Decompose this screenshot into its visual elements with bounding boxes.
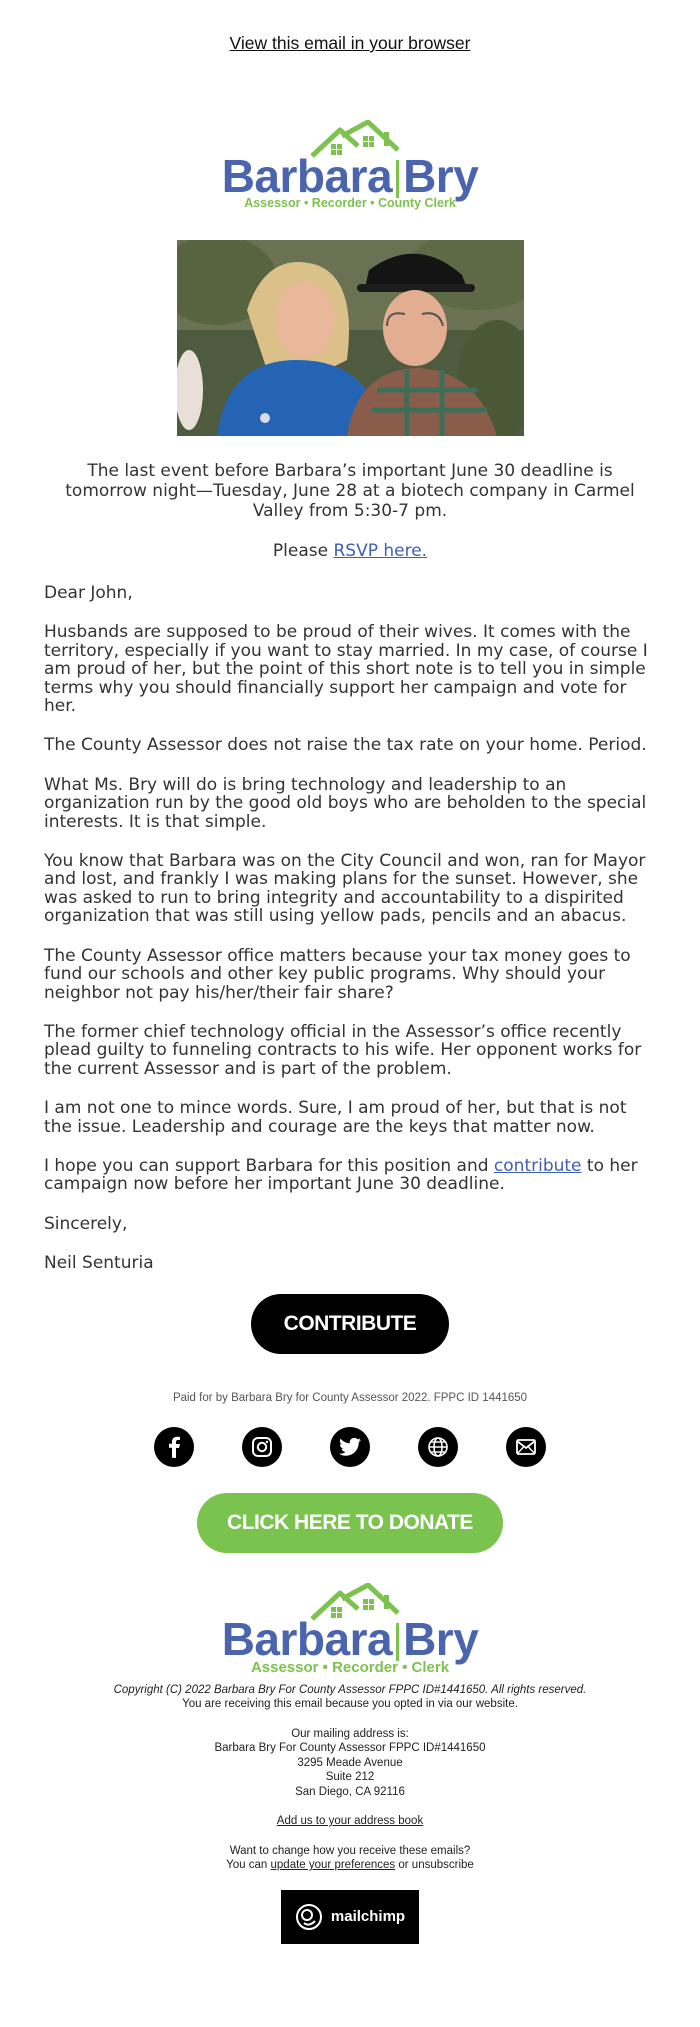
copyright: Copyright (C) 2022 Barbara Bry For County Assessor FPPC ID#1441650. All rights reserved. (113, 1683, 587, 1696)
address-suite: Suite 212 (325, 1771, 375, 1784)
letter-body (44, 584, 656, 1273)
event-announcement: The last event before Barbara’s important June 30 deadline is tomorrow night—Tuesday, June 28 at a biotech company in Carmel Valley from 5:30-7 pm. (65, 461, 635, 521)
email-footer (0, 1683, 700, 1873)
opted-in-note: You are receiving this email because you opted in via our website. (182, 1698, 518, 1711)
address-name: Barbara Bry For County Assessor FPPC ID#1441650 (214, 1742, 486, 1755)
letter-greeting: Dear John, (44, 583, 133, 603)
mailing-label: Our mailing address is: (291, 1727, 409, 1740)
preferences-line: You can update your preferences or unsubscribe (226, 1859, 474, 1872)
letter-paragraph: Husbands are supposed to be proud of their wives. It comes with the territory, especially if you want to stay married. In my case, of course I am proud of her, but the point of this short note is to tell you in simple terms why you should financially support her campaign and vote for her. (44, 622, 648, 717)
website-icon[interactable] (418, 1427, 458, 1467)
letter-paragraph: I hope you can support Barbara for this position and contribute to her campaign now before her important June 30 deadline. (44, 1155, 638, 1195)
twitter-icon[interactable] (330, 1427, 370, 1467)
instagram-icon[interactable] (242, 1427, 282, 1467)
view-in-browser-link[interactable]: View this email in your browser (229, 33, 471, 53)
letter-paragraph: The County Assessor office matters because your tax money goes to fund our schools and other key public programs. Why should your neighbor not pay his/her/their fair share? (44, 945, 631, 1003)
letter-paragraph: I am not one to mince words. Sure, I am proud of her, but that is not the issue. Leadership and courage are the keys that matter now. (44, 1098, 627, 1137)
logo-name: Barbara Bry (221, 150, 479, 202)
letter-paragraph: You know that Barbara was on the City Council and won, ran for Mayor and lost, and frankly I was making plans for the sunset. However, she was asked to run to bring integrity and accountability to a dispirited organization that was still using yellow pads, pencils and an abacus. (44, 851, 646, 927)
rsvp-line: Please RSVP here. (272, 541, 428, 561)
logo-tagline: Assessor • Recorder • County Clerk (244, 196, 456, 210)
paid-for-disclaimer: Paid for by Barbara Bry for County Assessor 2022. FPPC ID 1441650 (172, 1391, 528, 1404)
letter-signature: Neil Senturia (44, 1253, 154, 1274)
mailchimp-icon (295, 1903, 323, 1931)
change-question: Want to change how you receive these emails? (229, 1844, 471, 1857)
letter-paragraph: The former chief technology official in the Assessor’s office recently plead guilty to funneling contracts to his wife. Her opponent works for the current Assessor and is part of the problem. (44, 1021, 642, 1079)
letter-closing: Sincerely, (44, 1213, 128, 1234)
mailchimp-badge[interactable]: mailchimp (281, 1890, 419, 1944)
donate-button[interactable]: CLICK HERE TO DONATE (197, 1493, 503, 1553)
address-city: San Diego, CA 92116 (295, 1785, 405, 1798)
letter-paragraph: The County Assessor does not raise the tax rate on your home. Period. (44, 735, 647, 756)
update-preferences-link[interactable]: update your preferences (270, 1859, 396, 1872)
candidate-photo (177, 240, 524, 436)
email-icon[interactable] (506, 1427, 546, 1467)
logo-name: Barbara Bry (221, 1612, 479, 1665)
logo-tagline: Assessor • Recorder • Clerk (250, 1658, 450, 1676)
address-book-link[interactable]: Add us to your address book (276, 1815, 424, 1828)
facebook-icon[interactable] (154, 1427, 194, 1467)
social-links (0, 1427, 700, 1467)
contribute-link[interactable]: contribute (493, 1155, 582, 1176)
rsvp-link[interactable]: RSVP here. (333, 541, 428, 561)
contribute-button[interactable]: CONTRIBUTE (251, 1294, 449, 1354)
address-street: 3295 Meade Avenue (297, 1756, 403, 1769)
barbara-bry-logo (220, 120, 480, 220)
letter-paragraph: What Ms. Bry will do is bring technology and leadership to an organization run by the good old boys who are beholden to the special interests. It is that simple. (44, 774, 647, 832)
barbara-bry-logo-footer (220, 1583, 480, 1678)
